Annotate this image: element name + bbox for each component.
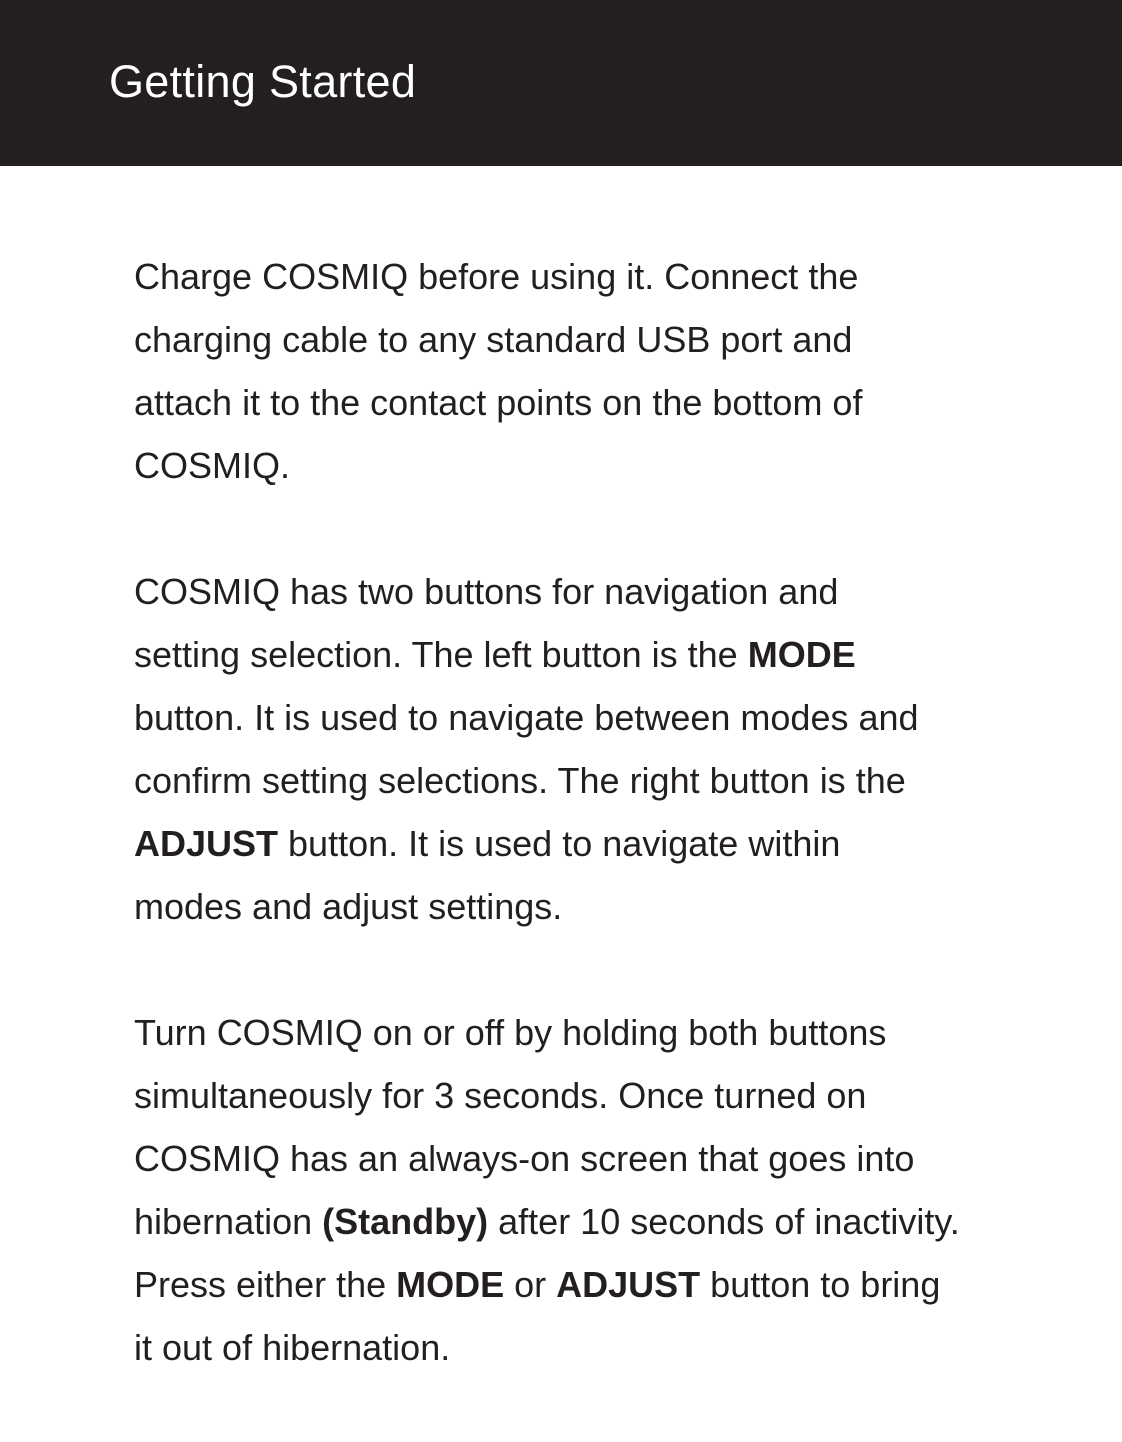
bold-text: ADJUST (556, 1264, 701, 1305)
text-run: it out of hibernation. (134, 1327, 451, 1368)
paragraph (134, 245, 1034, 497)
text-run: hibernation (134, 1201, 323, 1242)
text-run: Turn COSMIQ on or off by holding both buttons (134, 1012, 887, 1053)
text-run: setting selection. The left button is the (134, 634, 748, 675)
text-line (134, 686, 1034, 749)
text-run: COSMIQ has two buttons for navigation and (134, 571, 839, 612)
text-run: attach it to the contact points on the bottom of (134, 382, 863, 423)
bold-text: MODE (747, 634, 856, 675)
text-run: confirm setting selections. The right button is the (134, 760, 906, 801)
text-run: simultaneously for 3 seconds. Once turned on (134, 1075, 867, 1116)
page-header (0, 0, 1122, 166)
text-line (134, 1316, 1034, 1379)
text-line (134, 308, 1034, 371)
text-run: charging cable to any standard USB port and (134, 319, 853, 360)
text-line (134, 245, 1034, 308)
text-line (134, 1190, 1034, 1253)
text-line (134, 812, 1034, 875)
paragraph (134, 1001, 1034, 1379)
text-run: button. It is used to navigate within (278, 823, 841, 864)
page-title: Getting Started (109, 56, 417, 107)
bold-text: MODE (396, 1264, 505, 1305)
text-line (134, 434, 1034, 497)
document-body (134, 245, 1034, 1442)
text-run: or (504, 1264, 557, 1305)
text-line (134, 560, 1034, 623)
text-run: COSMIQ. (134, 445, 291, 486)
text-line (134, 875, 1034, 938)
bold-text: ADJUST (134, 823, 279, 864)
text-line (134, 1253, 1034, 1316)
text-run: Press either the (134, 1264, 397, 1305)
paragraph (134, 560, 1034, 938)
text-line (134, 623, 1034, 686)
bold-text: (Standby) (322, 1201, 489, 1242)
text-run: button. It is used to navigate between modes and (134, 697, 919, 738)
text-run: COSMIQ has an always-on screen that goes into (134, 1138, 915, 1179)
text-run: button to bring (700, 1264, 941, 1305)
text-run: after 10 seconds of inactivity. (488, 1201, 960, 1242)
text-line (134, 1127, 1034, 1190)
text-line (134, 371, 1034, 434)
text-run: modes and adjust settings. (134, 886, 563, 927)
text-run: Charge COSMIQ before using it. Connect the (134, 256, 859, 297)
text-line (134, 1001, 1034, 1064)
text-line (134, 749, 1034, 812)
text-line (134, 1064, 1034, 1127)
